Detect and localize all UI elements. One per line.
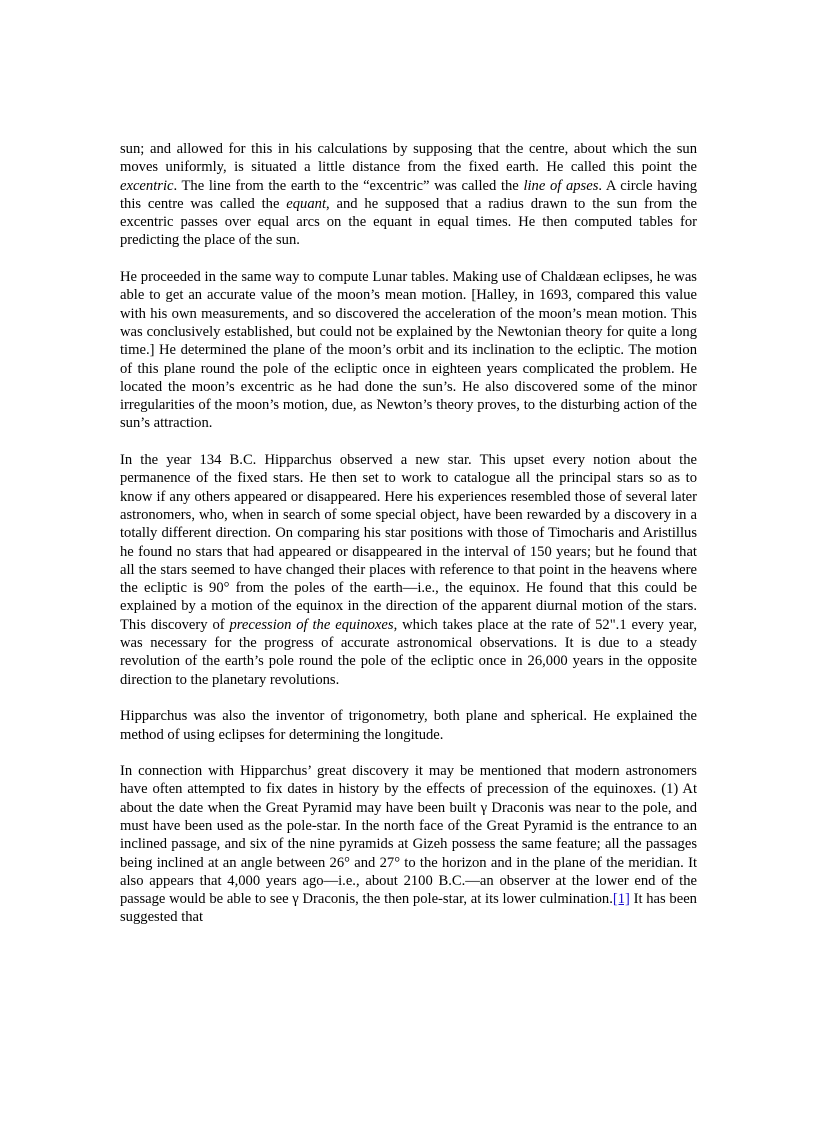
text-run: In the year 134 B.C. Hipparchus observed a new star. This upset every notion about the permanence of the fixed stars. He then set to work to catalogue all the principal stars so as to know if any others appeared or disappeared. Here his experiences resembled those of several later astronomers, who, when in search of some special object, have been rewarded by a discovery in a totally different direction. On comparing his star positions with those of Timocharis and Aristillus he found no stars that had appeared or disappeared in the interval of 150 years; but he found that all the stars seemed to have changed their places with reference to that point in the heavens where the ecliptic is 90° from the poles of the earth—i.e., the equinox. He found that this could be explained by a motion of the equinox in the direction of the apparent diurnal motion of the stars. This discovery of [120, 452, 697, 633]
text-run: sun; and allowed for this in his calculations by supposing that the centre, about which the sun moves uniformly, is situated a little distance from the fixed earth. He called this point the [120, 141, 697, 176]
term-equant: equant [286, 195, 327, 212]
footnote-link-1[interactable]: [1] [612, 891, 630, 908]
text-run: . The line from the earth to the “excentric” was called the [173, 177, 524, 194]
text-run: , and he supposed that a radius drawn to the sun from the excentric passes over equal arcs on the equant in equal times. He then computed tables for predicting the place of the sun. [120, 195, 697, 249]
paragraph-new-star [120, 451, 697, 689]
term-excentric: excentric [120, 177, 174, 194]
paragraph-trigonometry [120, 707, 697, 744]
text-run: It has been suggested that [120, 891, 697, 926]
text-run: . A circle having this centre was called the [120, 177, 698, 212]
text-run: He proceeded in the same way to compute Lunar tables. Making use of Chaldæan eclipses, he was able to get an accurate value of the moon’s mean motion. [Halley, in 1693, compared this value with his own measurements, and so discovered the acceleration of the moon’s mean motion. This was conclusively established, but could not be explained by the Newtonian theory for quite a long time.] He determined the plane of the moon’s orbit and its inclination to the ecliptic. The motion of this plane round the pole of the ecliptic once in eighteen years complicated the problem. He located the moon’s excentric as he had done the sun’s. He also discovered some of the minor irregularities of the moon’s motion, due, as Newton’s theory proves, to the disturbing action of the sun’s attraction. [120, 269, 697, 432]
term-line-of-apses: line of apses [523, 177, 599, 194]
document-page [120, 140, 697, 945]
text-run: , which takes place at the rate of 52".1 every year, was necessary for the progress of accurate astronomical observations. It is due to a steady revolution of the earth’s pole round the pole of the ecliptic once in 26,000 years in the opposite direction to the planetary revolutions. [120, 616, 697, 688]
paragraph-excentric [120, 140, 697, 250]
paragraph-great-pyramid [120, 762, 697, 927]
text-run: Hipparchus was also the inventor of trigonometry, both plane and spherical. He explained the method of using eclipses for determining the longitude. [120, 708, 697, 743]
paragraph-lunar-tables [120, 268, 697, 433]
text-run: In connection with Hipparchus’ great discovery it may be mentioned that modern astronomers have often attempted to fix dates in history by the effects of precession of the equinoxes. (1) At about the date when the Great Pyramid may have been built γ Draconis was near to the pole, and must have been used as the pole-star. In the north face of the Great Pyramid is the entrance to an inclined passage, and six of the nine pyramids at Gizeh possess the same feature; all the passages being inclined at an angle between 26° and 27° to the horizon and in the plane of the meridian. It also appears that 4,000 years ago—i.e., about 2100 B.C.—an observer at the lower end of the passage would be able to see γ Draconis, the then pole-star, at its lower culmination. [120, 763, 697, 908]
term-precession-of-the-equinoxes: precession of the equinoxes [229, 616, 394, 633]
